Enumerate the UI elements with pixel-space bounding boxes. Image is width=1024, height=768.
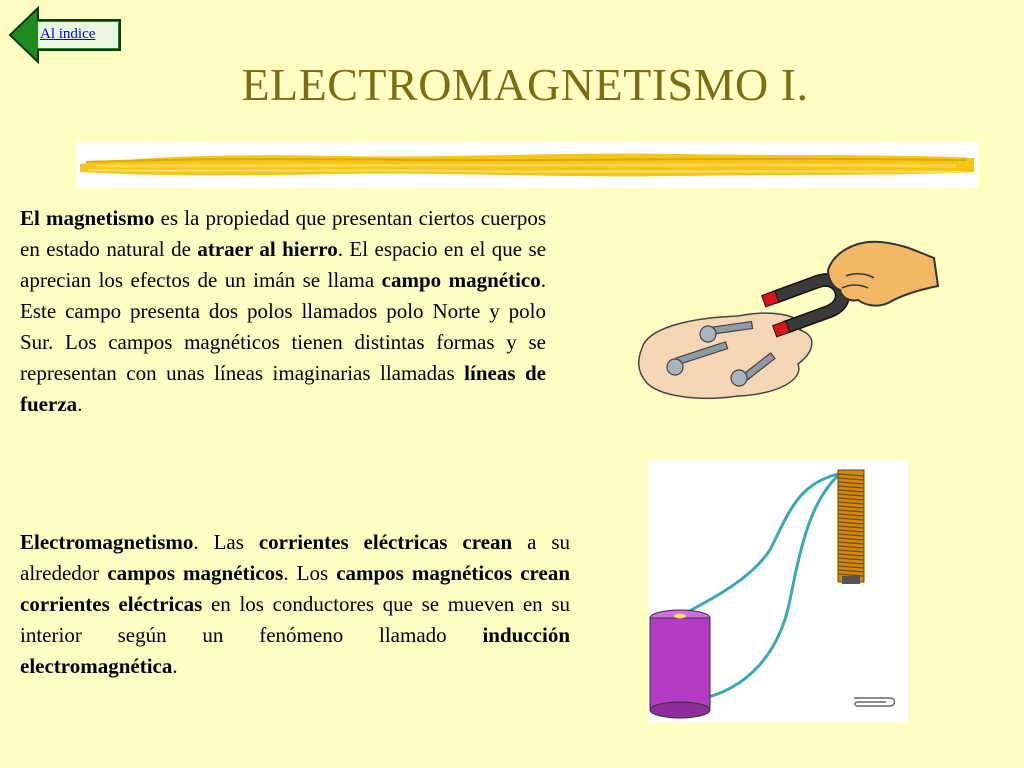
emphasis-term: inducción electromagnética <box>20 623 570 678</box>
body-text: . Los <box>283 561 337 585</box>
body-text: es la propiedad que presentan ciertos cuerpos en estado natural de <box>20 206 546 261</box>
emphasis-term: corrientes eléctricas crean <box>258 530 513 554</box>
body-text: . Las <box>193 530 259 554</box>
electromagnetism-paragraph <box>20 527 570 682</box>
emphasis-term: Electromagnetismo <box>20 530 194 554</box>
body-text: . Este campo presenta dos polos llamados polo Norte y polo Sur. Los campos magnéticos tienen distintas formas y se representan con unas líneas imaginarias llamadas <box>20 268 546 385</box>
back-to-index-button[interactable] <box>8 6 122 64</box>
emphasis-term: campos magnéticos <box>107 561 284 585</box>
body-text: en los conductores que se mueven en su interior según un fenómeno llamado <box>20 592 570 647</box>
body-text: a su alrededor <box>20 530 570 585</box>
emphasis-term: campos magnéticos crean corrientes eléctricas <box>20 561 571 616</box>
magnetism-paragraph <box>20 203 546 420</box>
battery-wire-coil-illustration <box>640 460 908 722</box>
hand-magnet-nails-illustration <box>628 230 948 415</box>
back-to-index-link[interactable]: Al indice <box>40 26 96 42</box>
emphasis-term: campo magnético <box>381 268 541 292</box>
body-text: . El espacio en el que se aprecian los efectos de un imán se llama <box>20 237 547 292</box>
page-title: ELECTROMAGNETISMO I. <box>241 59 809 110</box>
emphasis-term: líneas de fuerza <box>20 361 546 416</box>
emphasis-term: atraer al hierro <box>197 237 338 261</box>
brush-stroke-divider <box>76 142 978 188</box>
emphasis-term: El magnetismo <box>20 206 155 230</box>
body-text: . <box>77 392 83 416</box>
body-text: . <box>172 654 178 678</box>
